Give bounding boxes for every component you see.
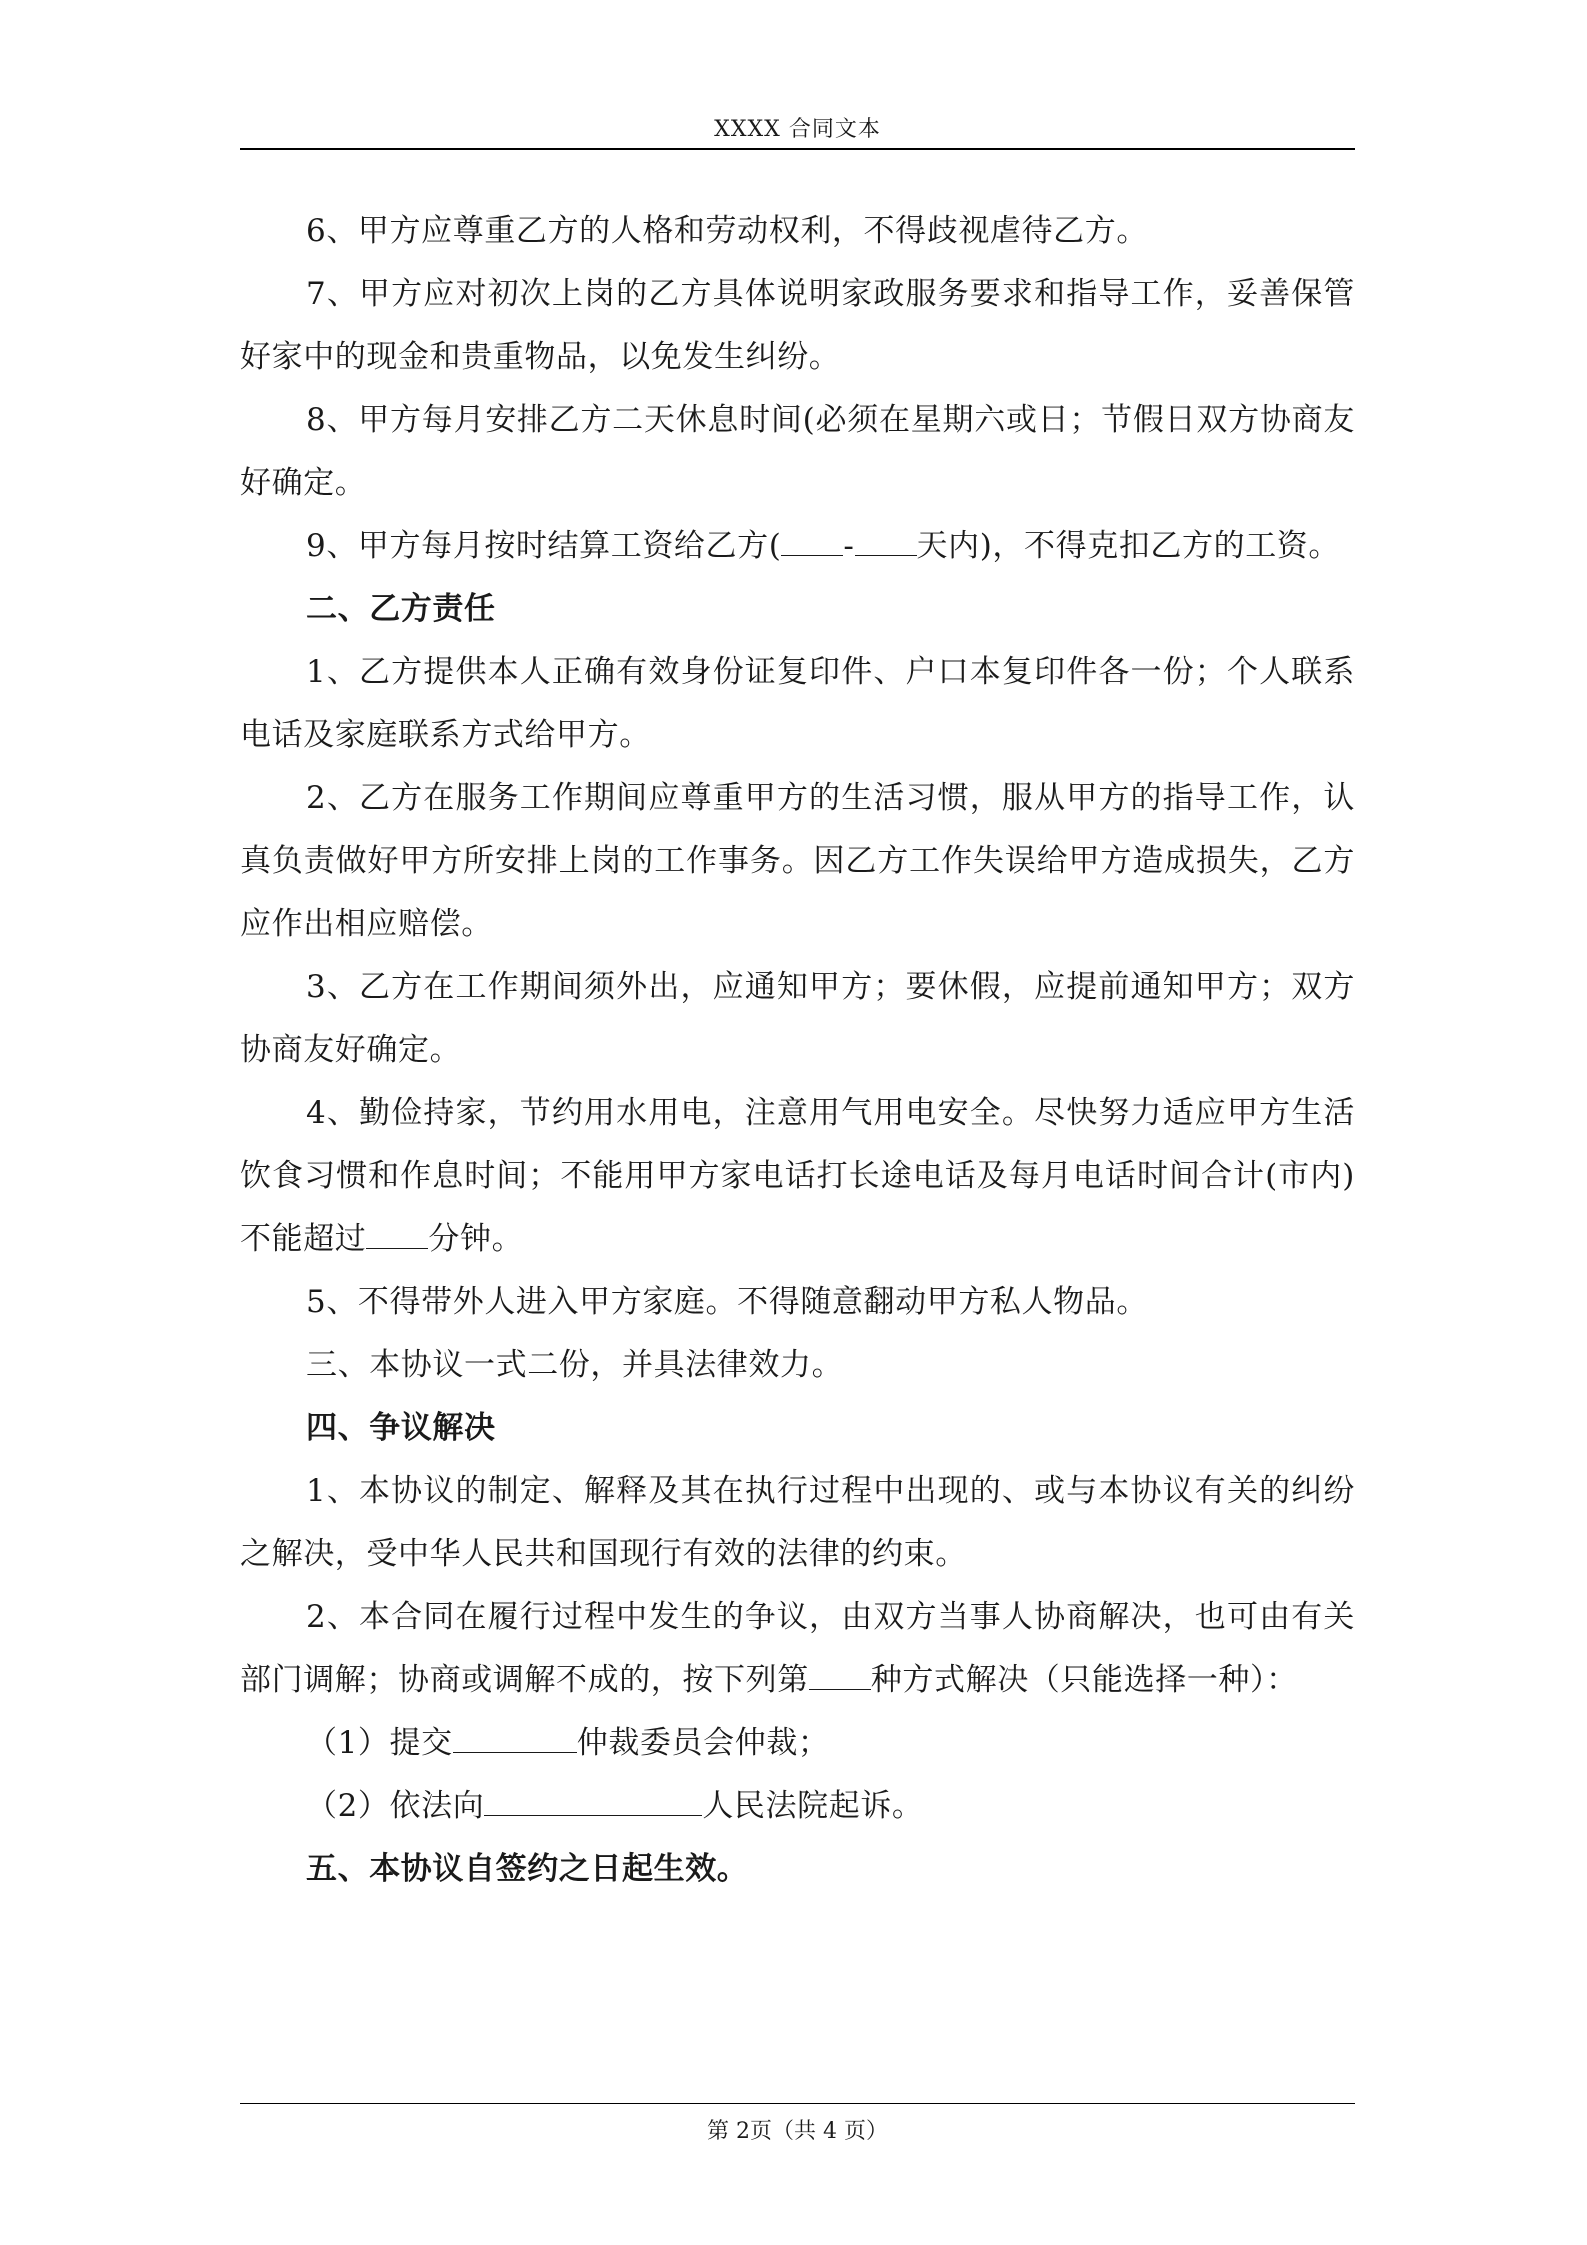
clause-a-9 bbox=[240, 515, 1355, 578]
footer-divider bbox=[240, 2103, 1355, 2104]
option-arbitration-tail: 仲裁委员会仲裁； bbox=[576, 1725, 830, 1761]
days-start-blank bbox=[781, 527, 843, 556]
contract-body bbox=[240, 200, 1355, 1901]
section-heading-party-b: 二、乙方责任 bbox=[306, 591, 496, 627]
section-heading-copies: 三、本协议一式二份，并具法律效力。 bbox=[306, 1347, 844, 1383]
clause-a-9-lead: 9、甲方每月按时结算工资给乙方( bbox=[306, 528, 782, 564]
option-number-blank bbox=[809, 1661, 871, 1690]
option-arbitration bbox=[240, 1712, 1355, 1775]
arbitration-committee-blank bbox=[453, 1724, 577, 1753]
section-heading-dispute: 四、争议解决 bbox=[306, 1410, 496, 1446]
clause-d-1: 1、本协议的制定、解释及其在执行过程中出现的、或与本协议有关的纠纷之解决，受中华人民共和国现行有效的法律的约束。 bbox=[240, 1473, 1355, 1572]
clause-b-2: 2、乙方在服务工作期间应尊重甲方的生活习惯，服从甲方的指导工作，认真负责做好甲方所安排上岗的工作事务。因乙方工作失误给甲方造成损失，乙方应作出相应赔偿。 bbox=[240, 780, 1355, 942]
clause-b-5: 5、不得带外人进入甲方家庭。不得随意翻动甲方私人物品。 bbox=[306, 1284, 1148, 1320]
header-divider bbox=[240, 148, 1355, 150]
minutes-blank bbox=[366, 1220, 428, 1249]
clause-d-2-lead: 2、本合同在履行过程中发生的争议，由双方当事人协商解决，也可由有关部门调解；协商或调解不成的，按下列第 bbox=[240, 1599, 1355, 1698]
clause-a-9-tail: 天内)，不得克扣乙方的工资。 bbox=[916, 528, 1340, 564]
section-heading-effective: 五、本协议自签约之日起生效。 bbox=[306, 1851, 749, 1887]
clause-b-4-lead: 4、勤俭持家，节约用水用电，注意用气用电安全。尽快努力适应甲方生活饮食习惯和作息时间；不能用甲方家电话打长途电话及每月电话时间合计(市内)不能超过 bbox=[240, 1095, 1355, 1257]
option-court-lead: （2）依法向 bbox=[306, 1788, 485, 1824]
clause-b-3: 3、乙方在工作期间须外出，应通知甲方；要休假，应提前通知甲方；双方协商友好确定。 bbox=[240, 969, 1355, 1068]
page-header-title: XXXX 合同文本 bbox=[714, 117, 881, 142]
clause-a-8: 8、甲方每月安排乙方二天休息时间(必须在星期六或日；节假日双方协商友好确定。 bbox=[240, 402, 1355, 501]
clause-d-2 bbox=[240, 1586, 1355, 1712]
page-number: 第 2页（共 4 页） bbox=[707, 2119, 888, 2144]
clause-a-7: 7、甲方应对初次上岗的乙方具体说明家政服务要求和指导工作，妥善保管好家中的现金和贵重物品，以免发生纠纷。 bbox=[240, 276, 1355, 375]
clause-a-6: 6、甲方应尊重乙方的人格和劳动权利，不得歧视虐待乙方。 bbox=[306, 213, 1148, 249]
clause-a-9-dash: - bbox=[843, 528, 855, 564]
days-end-blank bbox=[855, 527, 917, 556]
option-court bbox=[240, 1775, 1355, 1838]
court-name-blank bbox=[484, 1787, 702, 1816]
option-arbitration-lead: （1）提交 bbox=[306, 1725, 453, 1761]
clause-b-4 bbox=[240, 1082, 1355, 1271]
clause-d-2-tail: 种方式解决（只能选择一种）： bbox=[870, 1662, 1298, 1698]
clause-b-1: 1、乙方提供本人正确有效身份证复印件、户口本复印件各一份；个人联系电话及家庭联系方式给甲方。 bbox=[240, 654, 1355, 753]
option-court-tail: 人民法院起诉。 bbox=[702, 1788, 924, 1824]
clause-b-4-tail: 分钟。 bbox=[428, 1221, 524, 1257]
